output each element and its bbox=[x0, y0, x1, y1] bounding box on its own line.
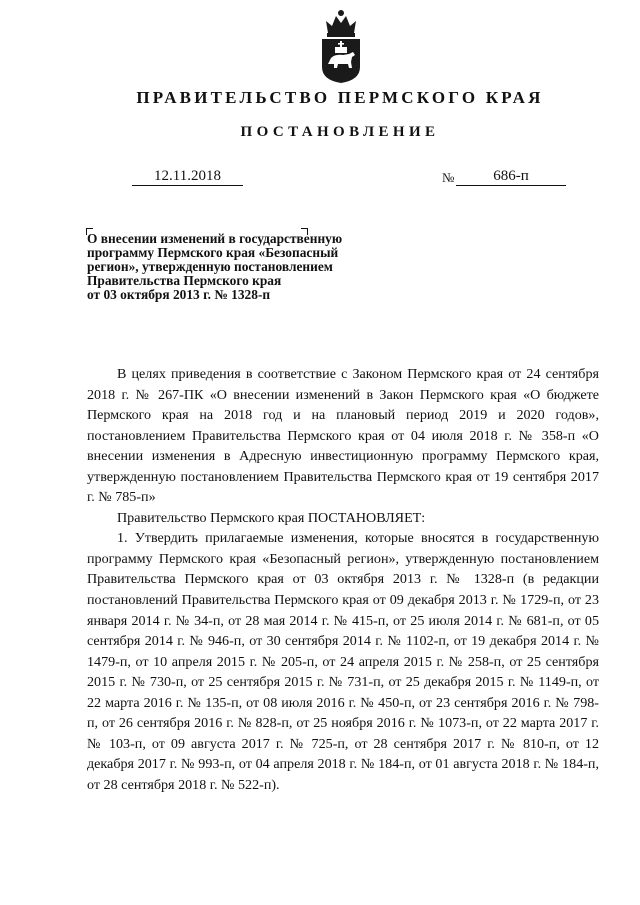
subject-line: регион», утвержденную постановлением bbox=[87, 258, 333, 274]
subject-line: Правительства Пермского края bbox=[87, 272, 282, 288]
document-body bbox=[87, 364, 599, 795]
document-date: 12.11.2018 bbox=[132, 167, 243, 186]
subject-line: О внесении изменений в государственную bbox=[87, 231, 343, 246]
document-number: 686-п bbox=[456, 167, 566, 186]
subject-line: от 03 октября 2013 г. № 1328-п bbox=[87, 286, 271, 302]
number-sign: № bbox=[442, 170, 455, 185]
resolution-paragraph: Правительство Пермского края ПОСТАНОВЛЯЕТ: bbox=[117, 509, 426, 526]
subject-line: программу Пермского края «Безопасный bbox=[87, 244, 339, 260]
preamble-paragraph: В целях приведения в соответствие с Законом Пермского края от 24 сентября 2018 г. № 267-ПК «О внесении изменений в Закон Пермского края «О бюджете Пермского края на 2018 год и на плановый период 2019 и 2020 годов», постановлением Правительства Пермского края от 04 июля 2018 г. № 358-п «О внесении изменения в Адресную инвестиционную программу Пермского края, утвержденную постановлением Правительства Пермского края от 19 сентября 2017 г. № 785-п» bbox=[87, 366, 599, 506]
document-subject bbox=[87, 232, 407, 302]
government-name: ПРАВИТЕЛЬСТВО ПЕРМСКОГО КРАЯ bbox=[136, 88, 544, 107]
clause-1-paragraph: 1. Утвердить прилагаемые изменения, которые вносятся в государственную программу Пермского края «Безопасный регион», утвержденную постановлением Правительства Пермского края от 03 октября 2013 г. № 1328-п (в редакции постановлений Правительства Пермского края от 09 декабря 2013 г. № 1729-п, от 23 января 2014 г. № 34-п, от 28 мая 2014 г. № 415-п, от 25 июля 2014 г. № 681-п, от 05 сентября 2014 г. № 946-п, от 30 сентября 2014 г. № 1102-п, от 19 декабря 2014 г. № 1479-п, от 10 апреля 2015 г. № 205-п, от 24 апреля 2015 г. № 258-п, от 25 сентября 2015 г. № 730-п, от 25 сентября 2015 г. № 731-п, от 25 декабря 2015 г. № 1149-п, от 22 марта 2016 г. № 135-п, от 08 июля 2016 г. № 450-п, от 23 сентября 2016 г. № 798-п, от 26 сентября 2016 г. № 828-п, от 25 ноября 2016 г. № 1073-п, от 22 марта 2017 г. № 103-п, от 09 августа 2017 г. № 725-п, от 28 сентября 2017 г. № 810-п, от 12 декабря 2017 г. № 993-п, от 04 апреля 2018 г. № 184-п, от 01 августа 2018 г. № 184-п, от 28 сентября 2018 г. № 522-п). bbox=[87, 530, 599, 793]
document-type: ПОСТАНОВЛЕНИЕ bbox=[240, 124, 440, 140]
perm-krai-coat-of-arms-icon bbox=[319, 9, 363, 84]
